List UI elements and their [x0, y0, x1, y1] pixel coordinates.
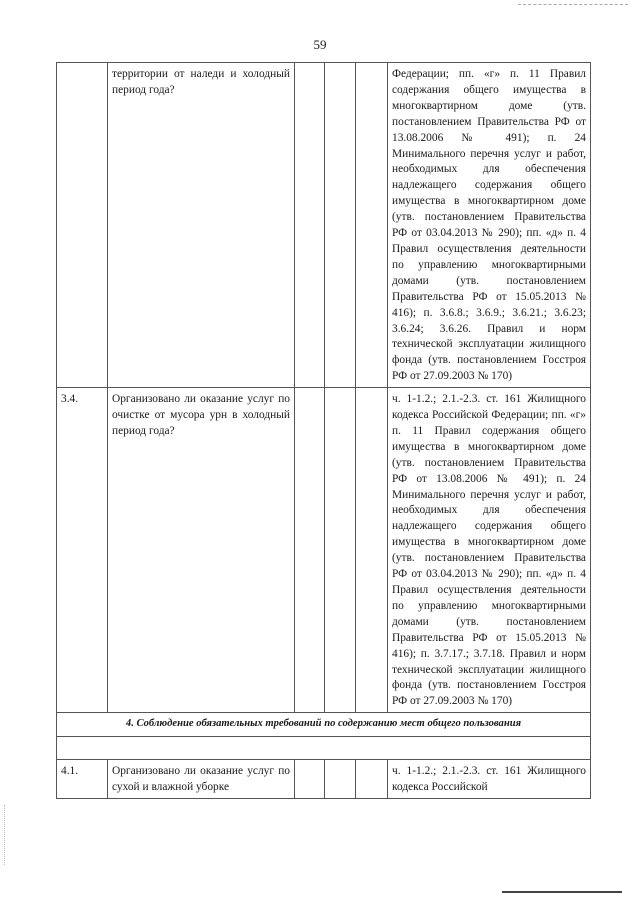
legal-reference-cell: Федерации; пп. «г» п. 11 Правил содержания общего имущества в многоквартирном доме (утв. постановлением Правительства РФ от 13.08.2006 № 491); п. 24 Минимального перечня услуг и работ, необходимых для обеспечения надлежащего содержания общего имущества в многоквартирном доме (утв. постановлением Правительства РФ от 03.04.2013 № 290); пп. «д» п. 4 Правил осуществления деятельности по управлению многоквартирными домами (утв. постановлением Правительства РФ от 15.05.2013 № 416); п. 3.6.8.; 3.6.9.; 3.6.21.; 3.6.23; 3.6.24; 3.6.26. Правил и норм технической эксплуатации жилищного фонда (утв. постановлением Госстроя РФ от 27.09.2003 № 170): [388, 63, 591, 388]
answer-cell-na: [356, 63, 388, 388]
legal-reference-cell: ч. 1-1.2.; 2.1.-2.3. ст. 161 Жилищного кодекса Российской Федерации; пп. «г» п. 11 Правил содержания общего имущества в многоквартирном доме (утв. постановлением Правительства РФ от 13.08.2006 № 491); п. 24 Минимального перечня услуг и работ, необходимых для обеспечения надлежащего содержания общего имущества в многоквартирном доме (утв. постановлением Правительства РФ от 03.04.2013 № 290); пп. «д» п. 4 Правил осуществления деятельности по управлению многоквартирными домами (утв. постановлением Правительства РФ от 15.05.2013 № 416); п. 3.7.17.; 3.7.18. Правил и норм технической эксплуатации жилищного фонда (утв. постановлением Госстроя РФ от 27.09.2003 № 170): [388, 388, 591, 713]
item-number-cell: 4.1.: [57, 760, 108, 799]
answer-cell-na: [356, 388, 388, 713]
question-cell: Организовано ли оказание услуг по очистке от мусора урн в холодный период года?: [108, 388, 295, 713]
spacer-row: [57, 737, 591, 760]
answer-cell-na: [356, 760, 388, 799]
answer-cell-yes: [295, 388, 325, 713]
section-header-row: [57, 713, 591, 737]
answer-cell-no: [325, 63, 356, 388]
requirements-table: [56, 62, 591, 799]
answer-cell-yes: [295, 63, 325, 388]
item-number-cell: [57, 63, 108, 388]
scan-edge-mark: [502, 891, 622, 893]
answer-cell-no: [325, 760, 356, 799]
scan-specks: [4, 805, 7, 865]
answer-cell-yes: [295, 760, 325, 799]
scan-edge-mark: [518, 4, 628, 5]
question-cell: Организовано ли оказание услуг по сухой и влажной уборке: [108, 760, 295, 799]
question-cell: территории от наледи и холодный период года?: [108, 63, 295, 388]
item-number-cell: 3.4.: [57, 388, 108, 713]
table-row: [57, 388, 591, 713]
page-number: 59: [313, 37, 327, 52]
table-row: [57, 63, 591, 388]
table-row: [57, 760, 591, 799]
legal-reference-cell: ч. 1-1.2.; 2.1.-2.3. ст. 161 Жилищного кодекса Российской: [388, 760, 591, 799]
answer-cell-no: [325, 388, 356, 713]
section-title: 4. Соблюдение обязательных требований по содержанию мест общего пользования: [57, 713, 591, 737]
